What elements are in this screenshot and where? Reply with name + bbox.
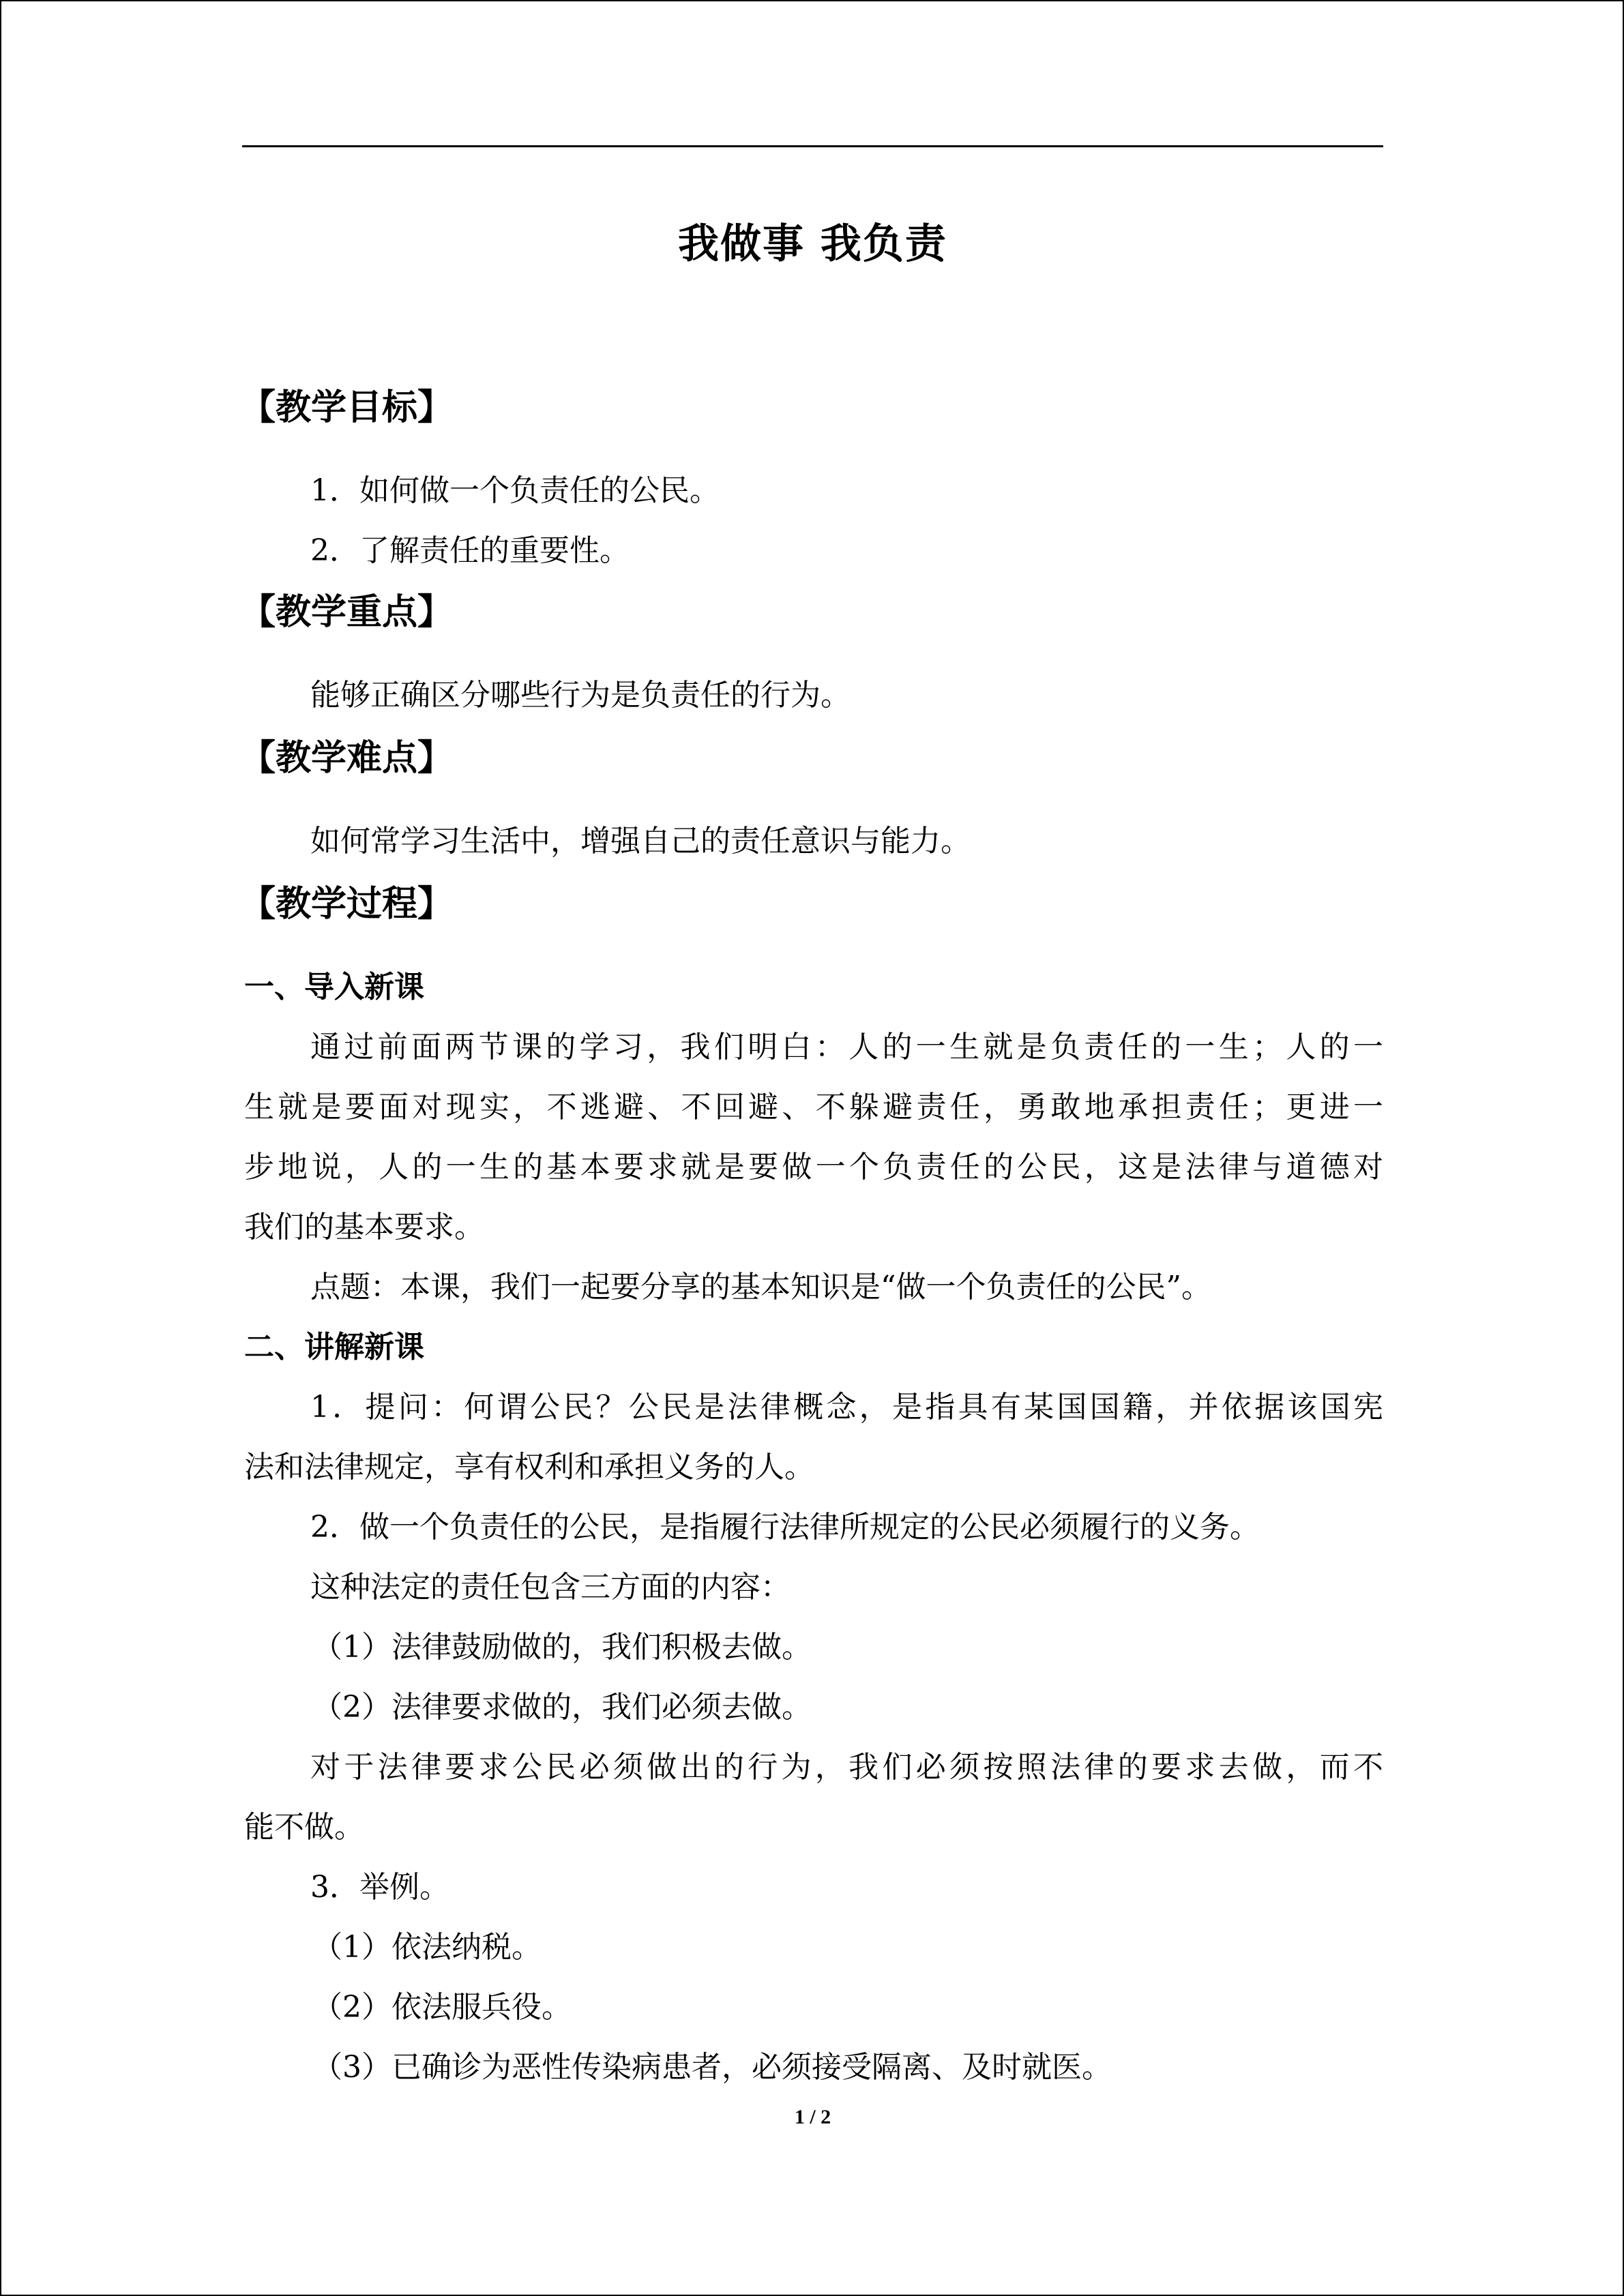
goal-item-1: 1．如何做一个负责任的公民。 [310, 473, 720, 508]
difficulties-text: 如何常学习生活中，增强自己的责任意识与能力。 [310, 824, 971, 859]
part1-point: 点题：本课，我们一起要分享的基本知识是“做一个负责任的公民”。 [310, 1270, 1211, 1304]
part2-q2: 2．做一个负责任的公民，是指履行法律所规定的公民必须履行的义务。 [310, 1510, 1260, 1545]
document-title: 我做事 我负责 [678, 220, 947, 268]
part2-q1-line-1: 1．提问：何谓公民？公民是法律概念，是指具有某国国籍，并依据该国宪 [310, 1390, 1383, 1425]
key-points-text: 能够正确区分哪些行为是负责任的行为。 [310, 678, 851, 713]
part2-example-3: （3）已确诊为恶性传染病患者，必须接受隔离、及时就医。 [312, 2050, 1112, 2085]
part2-aspect-2: （2）法律要求做的，我们必须去做。 [312, 1690, 812, 1725]
part2-aspect-1: （1）法律鼓励做的，我们积极去做。 [312, 1630, 812, 1665]
part2-must-line-2: 能不做。 [244, 1810, 364, 1845]
page-number: 1 / 2 [794, 2106, 831, 2128]
part2-must-line-1: 对于法律要求公民必须做出的行为，我们必须按照法律的要求去做，而不 [310, 1750, 1383, 1785]
part2-example-1: （1）依法纳税。 [312, 1930, 542, 1965]
part1-line-1: 通过前面两节课的学习，我们明白：人的一生就是负责任的一生；人的一 [310, 1030, 1383, 1064]
part2-three-aspects: 这种法定的责任包含三方面的内容： [310, 1570, 791, 1605]
header-rule [242, 145, 1383, 147]
part2-q1-line-2: 法和法律规定，享有权利和承担义务的人。 [244, 1450, 814, 1485]
goal-item-2: 2．了解责任的重要性。 [310, 533, 630, 568]
part1-line-4: 我们的基本要求。 [244, 1210, 484, 1244]
part1-line-2: 生就是要面对现实，不逃避、不回避、不躲避责任，勇敢地承担责任；更进一 [244, 1090, 1383, 1124]
part2-heading: 二、讲解新课 [244, 1330, 424, 1365]
part1-line-3: 步地说，人的一生的基本要求就是要做一个负责任的公民，这是法律与道德对 [244, 1150, 1383, 1184]
section-heading-process: 【教学过程】 [240, 883, 454, 925]
section-heading-difficulties: 【教学难点】 [240, 737, 454, 779]
part2-examples-label: 3．举例。 [310, 1870, 449, 1905]
section-heading-key-points: 【教学重点】 [240, 591, 454, 633]
part2-example-2: （2）依法服兵役。 [312, 1990, 572, 2025]
part1-heading: 一、导入新课 [244, 970, 424, 1004]
section-heading-goals: 【教学目标】 [240, 387, 454, 428]
